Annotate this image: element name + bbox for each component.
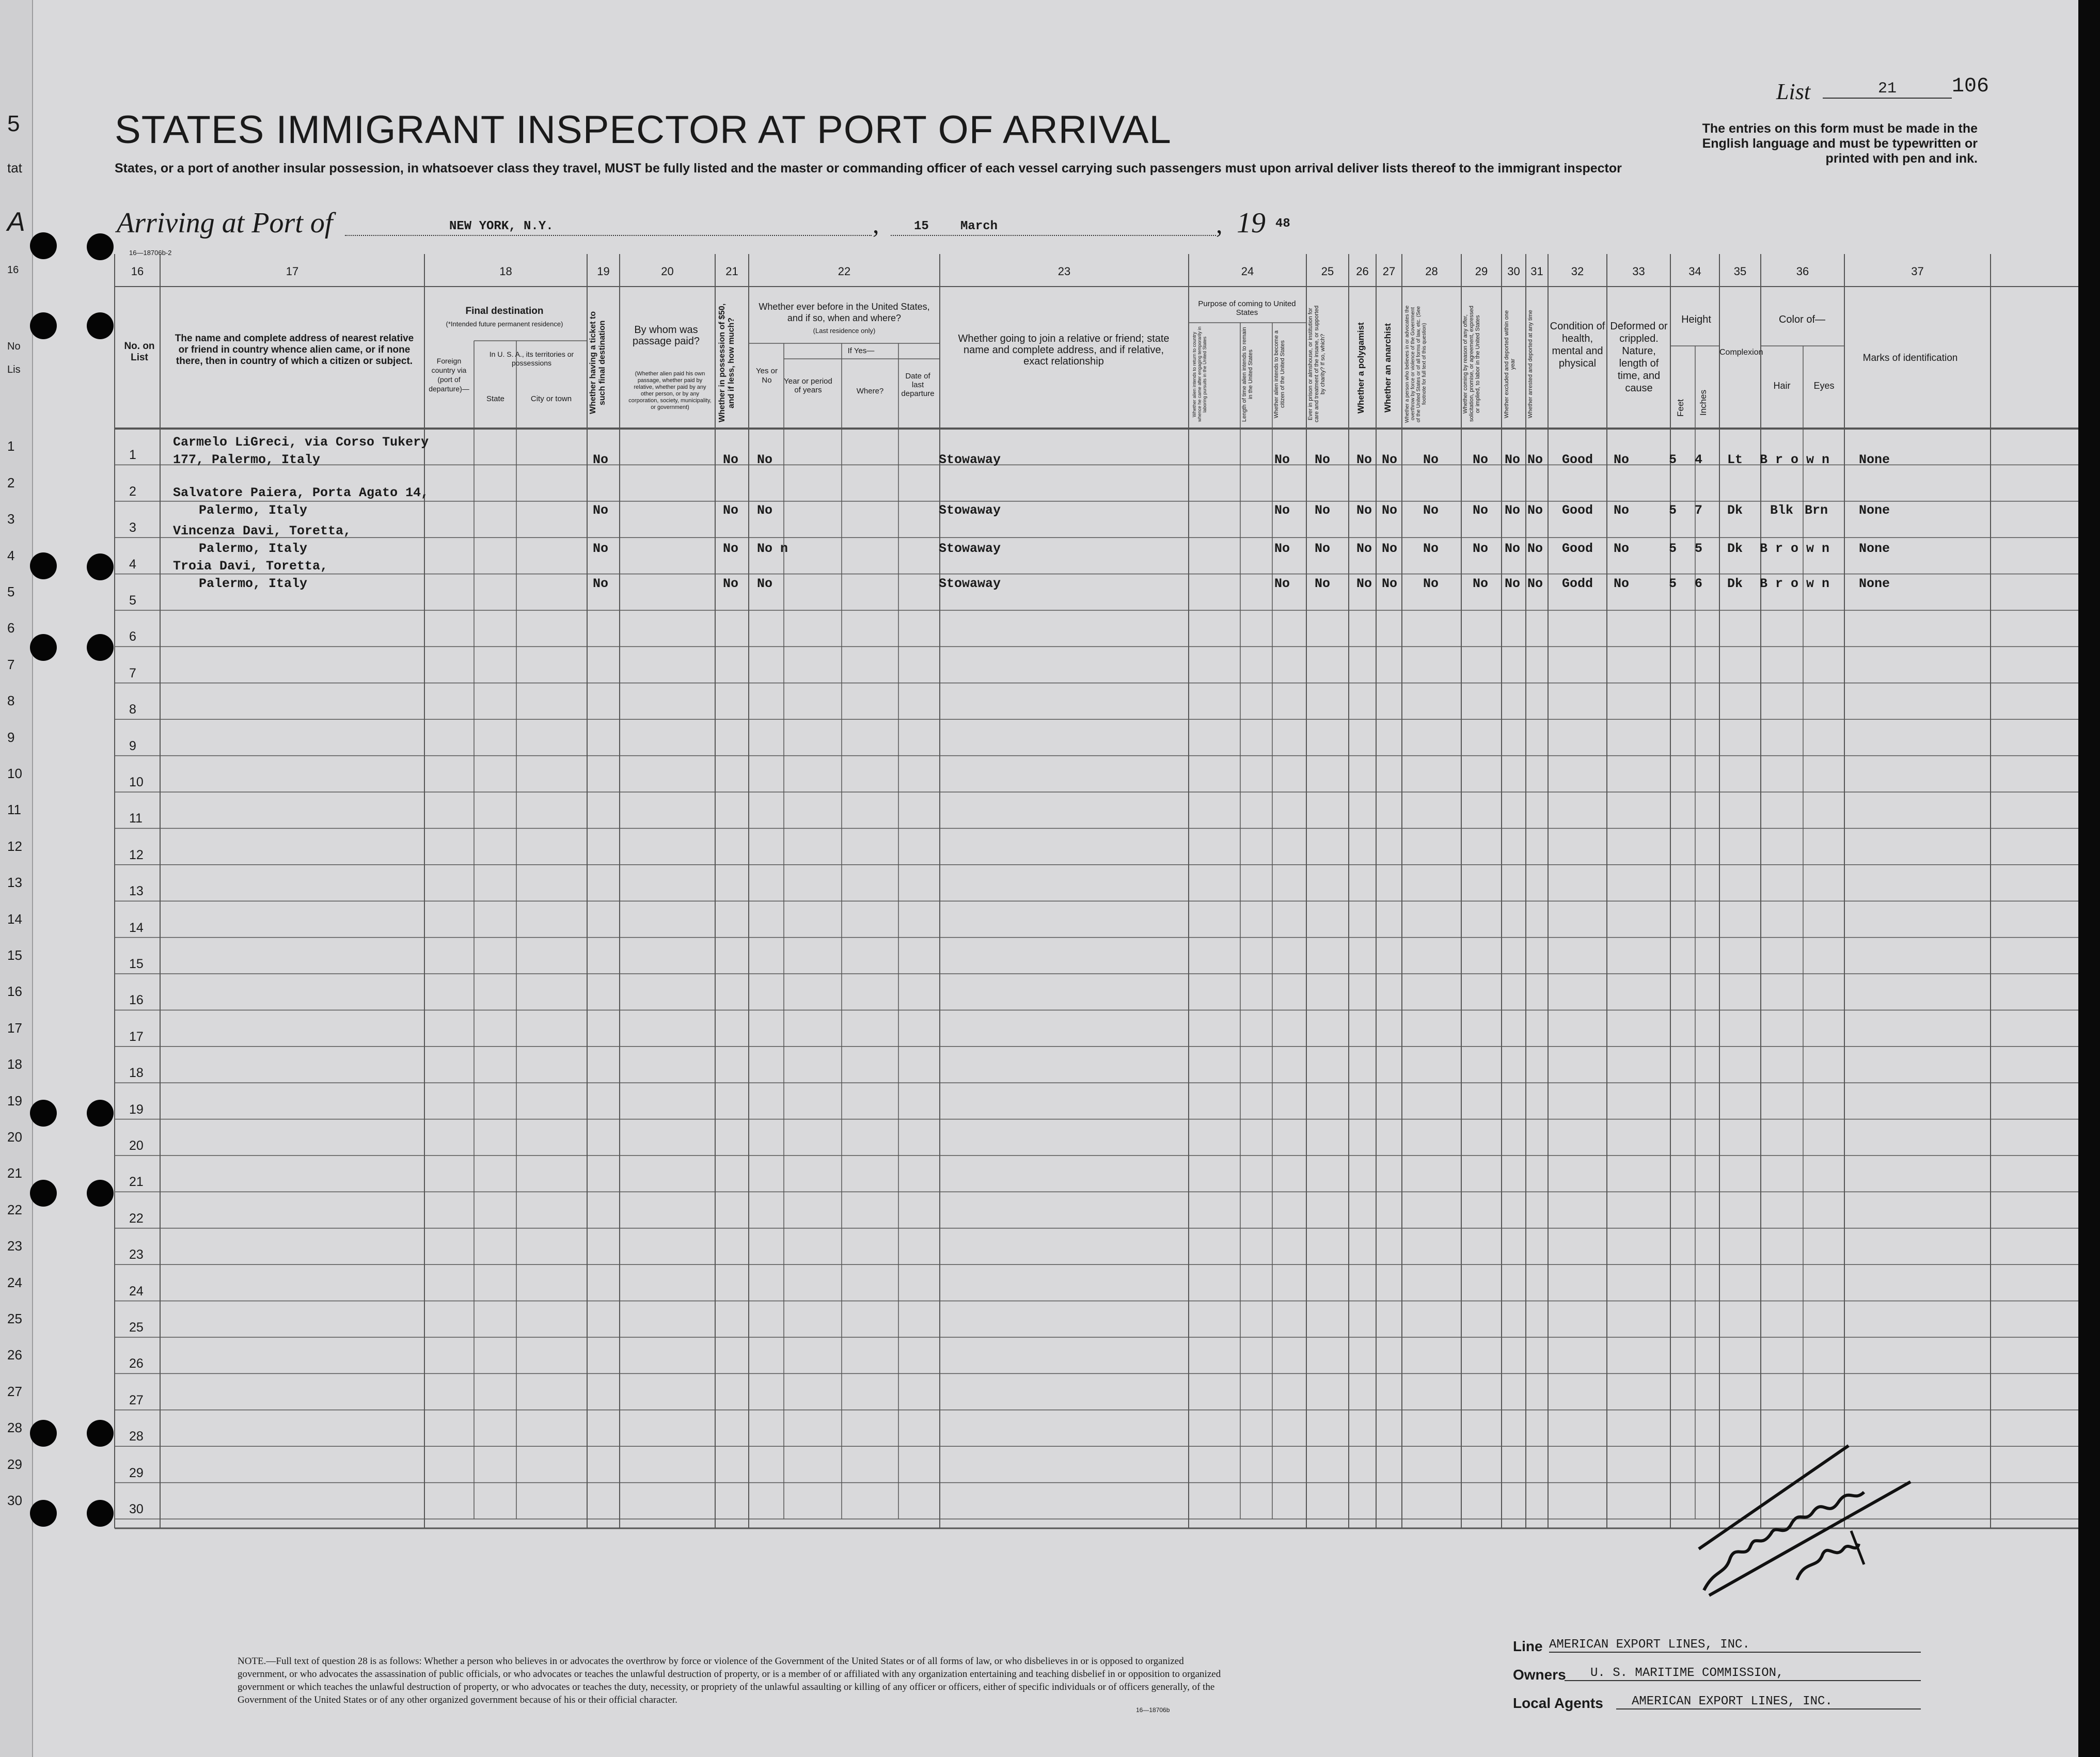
gutter-row-number: 17 — [7, 1020, 22, 1036]
header-c22-years: Year or period of years — [784, 377, 832, 394]
form-code: 16—18706b-2 — [129, 249, 172, 257]
row-number: 14 — [129, 920, 144, 935]
cell-money: No — [723, 503, 739, 518]
line-value: AMERICAN EXPORT LINES, INC. — [1549, 1638, 1921, 1653]
row-number: 3 — [129, 520, 136, 535]
column-number: 37 — [1911, 265, 1924, 278]
cell-money: No — [723, 452, 739, 467]
gutter-row-number: 4 — [7, 547, 15, 563]
column-number: 31 — [1530, 265, 1543, 278]
cell-deformed: No — [1614, 576, 1630, 591]
cell-complexion: Dk — [1727, 503, 1743, 518]
port-value: NEW YORK, N.Y. — [449, 219, 554, 233]
column-number: 20 — [661, 265, 674, 278]
gutter-row-number: 14 — [7, 911, 22, 927]
gutter-row-number: 11 — [7, 802, 21, 818]
row-number: 19 — [129, 1102, 144, 1117]
gutter-row-number: 25 — [7, 1311, 22, 1326]
row-number: 15 — [129, 957, 144, 971]
cell-marks: None — [1859, 503, 1890, 518]
gutter-row-number: 16 — [7, 984, 22, 1000]
gutter-fragment: No — [7, 341, 21, 352]
cell-c28: No — [1423, 576, 1439, 591]
cell-c24c: No — [1274, 452, 1290, 467]
row-number: 21 — [129, 1175, 144, 1190]
row-number: 10 — [129, 775, 144, 789]
cell-addr2: 177, Palermo, Italy — [173, 452, 321, 467]
row-number: 1 — [129, 448, 136, 463]
cell-ticket: No — [593, 541, 609, 556]
footnote-code: 16—18706b — [1136, 1706, 1170, 1714]
header-c18-state: State — [486, 394, 505, 403]
row-number: 20 — [129, 1138, 144, 1153]
column-number: 16 — [131, 265, 144, 278]
cell-c25: No — [1315, 541, 1331, 556]
column-number: 30 — [1507, 265, 1520, 278]
header-c31: Whether arrested and deported at any time — [1527, 310, 1534, 418]
cell-inches: 7 — [1695, 503, 1703, 518]
row-number: 5 — [129, 593, 136, 608]
gutter-fragment: Lis — [7, 364, 21, 375]
header-c21: Whether in possession of $50, and if less, how much? — [718, 303, 736, 422]
gutter-row-number: 30 — [7, 1493, 22, 1508]
gutter-row-number: 9 — [7, 729, 15, 745]
cell-c25: No — [1315, 452, 1331, 467]
column-number: 32 — [1571, 265, 1584, 278]
page-number: 106 — [1952, 75, 1990, 98]
cell-addr2: Palermo, Italy — [199, 503, 308, 518]
gutter-row-number: 19 — [7, 1093, 22, 1109]
gutter-row-number: 15 — [7, 947, 22, 963]
gutter-row-number: 2 — [7, 474, 15, 490]
row-number: 24 — [129, 1284, 144, 1299]
cell-addr2: Palermo, Italy — [199, 541, 308, 556]
gutter-fragment: 5 — [7, 111, 20, 136]
cell-c30: No — [1505, 576, 1521, 591]
header-c24-b: Length of time alien intends to remain in the United States — [1241, 327, 1254, 422]
row-number: 9 — [129, 738, 136, 753]
header-c24-c: Whether alien intends to become a citizen of the United States — [1273, 330, 1286, 418]
cell-c29: No — [1473, 576, 1489, 591]
row-number: 27 — [129, 1392, 144, 1407]
header-c18-city: City or town — [530, 394, 572, 403]
form-subtitle: States, or a port of another insular possession, in whatsoever class they travel, MUST be fully listed and the master or commanding officer of each vessel carrying such passengers must upon arrival deliver lists thereof to the immigrant inspector — [115, 161, 1622, 176]
handwritten-annotation — [1694, 1441, 1921, 1611]
header-c35: Complexion — [1719, 348, 1763, 357]
date-day: 15 — [914, 219, 929, 233]
gutter-row-number: 29 — [7, 1456, 22, 1472]
cell-complexion: Dk — [1727, 541, 1743, 556]
row-number: 23 — [129, 1247, 144, 1262]
owners-label: Owners — [1513, 1667, 1566, 1683]
date-month: March — [960, 219, 998, 233]
header-c25: Ever in prison or almshouse, or institution for care and treatment of the insane, or supported by charity? If so, which? — [1307, 305, 1326, 423]
list-label: List — [1776, 79, 1811, 104]
gutter-fragment: 16 — [7, 264, 19, 276]
cell-addr1: Salvatore Paiera, Porta Agato 14, — [173, 485, 429, 500]
header-c22-yesno: Yes or No — [756, 367, 778, 385]
column-number: 28 — [1425, 265, 1438, 278]
row-number: 7 — [129, 666, 136, 680]
header-c18-usa: In U. S. A., its territories or possessions — [489, 350, 574, 367]
row-number: 16 — [129, 993, 144, 1008]
gutter-row-number: 22 — [7, 1201, 22, 1217]
header-c37: Marks of identification — [1862, 353, 1958, 363]
row-number: 18 — [129, 1066, 144, 1081]
entries-note: The entries on this form must be made in the English language and must be typewritten or printed with pen and ink. — [1702, 121, 1978, 166]
column-number: 29 — [1475, 265, 1488, 278]
cell-join: Stowaway — [939, 452, 1001, 467]
cell-hair: B r o w n — [1760, 452, 1830, 467]
gutter-row-number: 27 — [7, 1383, 22, 1399]
cell-ticket: No — [593, 452, 609, 467]
row-number: 17 — [129, 1029, 144, 1044]
header-c36-title: Color of— — [1778, 314, 1826, 325]
cell-c31: No — [1527, 503, 1543, 518]
cell-addr1: Troia Davi, Toretta, — [173, 559, 328, 574]
column-number: 25 — [1321, 265, 1334, 278]
row-number: 30 — [129, 1502, 144, 1516]
cell-c27: No — [1382, 541, 1398, 556]
cell-c24c: No — [1274, 503, 1290, 518]
comma-glyph: , — [1216, 210, 1223, 239]
cell-c29: No — [1473, 541, 1489, 556]
cell-hair: Blk — [1770, 503, 1794, 518]
cell-marks: None — [1859, 541, 1890, 556]
row-number: 26 — [129, 1356, 144, 1371]
cell-eyes: Brn — [1805, 503, 1828, 518]
cell-inches: 6 — [1695, 576, 1703, 591]
cell-before: No — [757, 576, 773, 591]
column-number: 24 — [1241, 265, 1254, 278]
cell-c25: No — [1315, 576, 1331, 591]
column-number: 21 — [725, 265, 738, 278]
row-number: 4 — [129, 557, 136, 572]
owners-value: U. S. MARITIME COMMISSION, — [1565, 1666, 1921, 1681]
gutter-row-number: 12 — [7, 838, 22, 854]
cell-c31: No — [1527, 452, 1543, 467]
header-c34-inches: Inches — [1698, 389, 1708, 416]
cell-join: Stowaway — [939, 541, 1001, 556]
column-number: 34 — [1688, 265, 1701, 278]
cell-c27: No — [1382, 576, 1398, 591]
cell-c31: No — [1527, 541, 1543, 556]
cell-health: Good — [1562, 503, 1593, 518]
column-number: 26 — [1356, 265, 1369, 278]
cell-c30: No — [1505, 503, 1521, 518]
cell-before: No — [757, 452, 773, 467]
header-c20-note: (Whether alien paid his own passage, whether paid by relative, whether paid by any other person, or by any corporation, society, municipality, or government) — [628, 371, 712, 410]
cell-c26: No — [1356, 452, 1372, 467]
cell-health: Good — [1562, 452, 1593, 467]
header-c33: Deformed or crippled. Nature, length of time, and cause — [1610, 321, 1668, 394]
header-c36-hair: Hair — [1773, 381, 1791, 391]
gutter-row-number: 3 — [7, 511, 15, 527]
column-number: 27 — [1382, 265, 1396, 278]
gutter-row-number: 28 — [7, 1420, 22, 1436]
cell-c29: No — [1473, 503, 1489, 518]
cell-c26: No — [1356, 541, 1372, 556]
cell-c28: No — [1423, 503, 1439, 518]
gutter-row-number: 1 — [7, 438, 15, 454]
gutter-row-number: 7 — [7, 656, 15, 672]
cell-c24c: No — [1274, 576, 1290, 591]
row-number: 29 — [129, 1465, 144, 1480]
header-c18-foreign: Foreign country via (port of departure)— — [429, 357, 469, 393]
column-number: 23 — [1057, 265, 1071, 278]
gutter-fragment: tat — [7, 160, 22, 176]
cell-complexion: Lt — [1727, 452, 1743, 467]
year-prefix: 19 — [1237, 207, 1266, 239]
row-number: 12 — [129, 847, 144, 862]
row-number: 25 — [129, 1320, 144, 1335]
cell-health: Godd — [1562, 576, 1593, 591]
cell-c27: No — [1382, 452, 1398, 467]
cell-c30: No — [1505, 541, 1521, 556]
line-label: Line — [1513, 1638, 1543, 1654]
header-c20-title: By whom was passage paid? — [632, 324, 700, 347]
cell-before: No n — [757, 541, 788, 556]
header-c36-eyes: Eyes — [1813, 381, 1835, 391]
header-c26: Whether a polygamist — [1356, 322, 1366, 414]
gutter-row-number: 26 — [7, 1347, 22, 1363]
cell-c27: No — [1382, 503, 1398, 518]
column-number: 35 — [1733, 265, 1747, 278]
port-label: Arriving at Port of — [117, 207, 333, 239]
header-c34-title: Height — [1681, 314, 1711, 325]
column-number: 22 — [838, 265, 851, 278]
cell-c31: No — [1527, 576, 1543, 591]
form-title: STATES IMMIGRANT INSPECTOR AT PORT OF ARRIVAL — [115, 108, 1172, 152]
header-c34-feet: Feet — [1676, 399, 1685, 417]
cell-money: No — [723, 576, 739, 591]
header-c30: Whether excluded and deported within one year — [1504, 310, 1516, 418]
header-c28: Whether a person who believes in or advocates the overthrow by force or violence of the Government of the United States or of all forms of law, etc. (See footnote for full text of this question) — [1404, 305, 1427, 423]
cell-c28: No — [1423, 541, 1439, 556]
column-number: 33 — [1632, 265, 1645, 278]
header-c23: Whether going to join a relative or friend; state name and complete address, and if relative, exact relationship — [958, 333, 1170, 367]
cell-ticket: No — [593, 576, 609, 591]
row-number: 8 — [129, 702, 136, 717]
gutter-row-number: 18 — [7, 1056, 22, 1072]
row-number: 2 — [129, 484, 136, 499]
cell-before: No — [757, 503, 773, 518]
cell-marks: None — [1859, 576, 1890, 591]
header-c24-a: Whether alien intends to return to country whence he came after engaging temporarily in laboring pursuits in the United States — [1192, 326, 1207, 422]
header-c17: The name and complete address of nearest relative or friend in country whence alien came, or if none there, then in country of which a citizen or subject. — [175, 333, 414, 367]
row-number: 22 — [129, 1211, 144, 1226]
cell-feet: 5 — [1669, 541, 1677, 556]
cell-deformed: No — [1614, 503, 1630, 518]
gutter-fragment: A — [7, 207, 25, 237]
gutter-row-number: 5 — [7, 584, 15, 599]
cell-c26: No — [1356, 576, 1372, 591]
header-c22-ifyes: If Yes— — [847, 346, 875, 355]
cell-marks: None — [1859, 452, 1890, 467]
column-number: 17 — [286, 265, 299, 278]
row-number: 6 — [129, 629, 136, 644]
cell-inches: 5 — [1695, 541, 1703, 556]
row-number: 11 — [129, 811, 143, 826]
header-c22-where: Where? — [856, 387, 884, 395]
gutter-row-number: 24 — [7, 1274, 22, 1290]
cell-inches: 4 — [1695, 452, 1703, 467]
local-agents-label: Local Agents — [1513, 1695, 1603, 1711]
header-c27: Whether an anarchist — [1383, 323, 1393, 413]
header-c19: Whether having a ticket to such final destination — [589, 311, 607, 415]
cell-c30: No — [1505, 452, 1521, 467]
cell-feet: 5 — [1669, 576, 1677, 591]
cell-c28: No — [1423, 452, 1439, 467]
gutter-row-number: 23 — [7, 1238, 22, 1254]
column-number: 18 — [499, 265, 512, 278]
cell-deformed: No — [1614, 452, 1630, 467]
header-c16: No. on List — [124, 341, 155, 363]
cell-c29: No — [1473, 452, 1489, 467]
gutter-row-number: 6 — [7, 620, 15, 636]
header-c24-title: Purpose of coming to United States — [1198, 299, 1296, 317]
header-c18-title: Final destination — [465, 306, 544, 316]
cell-join: Stowaway — [939, 503, 1001, 518]
gutter-row-number: 10 — [7, 766, 22, 781]
header-c18-note: (*Intended future permanent residence) — [446, 320, 563, 328]
list-number: 21 — [1823, 80, 1952, 99]
cell-join: Stowaway — [939, 576, 1001, 591]
cell-hair: B r o w n — [1760, 576, 1830, 591]
gutter-row-number: 20 — [7, 1129, 22, 1145]
header-c22-date: Date of last departure — [901, 372, 935, 398]
header-c22-note: (Last residence only) — [813, 327, 876, 335]
cell-deformed: No — [1614, 541, 1630, 556]
header-c32: Condition of health, mental and physical — [1550, 321, 1605, 369]
row-number: 13 — [129, 884, 144, 899]
cell-addr1: Vincenza Davi, Toretta, — [173, 524, 352, 539]
gutter-row-number: 8 — [7, 693, 15, 709]
cell-c25: No — [1315, 503, 1331, 518]
comma-glyph: , — [873, 210, 879, 239]
gutter-row-number: 21 — [7, 1165, 22, 1181]
cell-c26: No — [1356, 503, 1372, 518]
column-number: 19 — [597, 265, 610, 278]
cell-addr2: Palermo, Italy — [199, 576, 308, 591]
header-c22-title: Whether ever before in the United States, and if so, when and where? — [759, 302, 930, 323]
cell-hair: B r o w n — [1760, 541, 1830, 556]
footnote-q28: NOTE.—Full text of question 28 is as follows: Whether a person who believes in or advocates the overthrow by force or violence of the Government of the United States or of all forms of law, or who disbelieves in or is opposed to organized government, or who advocates the assassination of public officials, or who advocates or teaches the unlawful destruction of property, or is a member of or affiliated with any organization entertaining and teaching disbelief in or opposition to organized government or which teaches the unlawful destruction of property, or who advocates or teaches the duty, necessity, or propriety of the unlawful assaulting or killing of any officer or officers, either of specific individuals or of officers generally, of the Government of the United States or of any other organized government because of his or their official character. — [238, 1656, 1221, 1705]
column-number: 36 — [1796, 265, 1809, 278]
cell-ticket: No — [593, 503, 609, 518]
cell-feet: 5 — [1669, 503, 1677, 518]
cell-addr1: Carmelo LiGreci, via Corso Tukery — [173, 435, 429, 450]
cell-feet: 5 — [1669, 452, 1677, 467]
cell-complexion: Dk — [1727, 576, 1743, 591]
cell-money: No — [723, 541, 739, 556]
gutter-row-number: 13 — [7, 875, 22, 891]
cell-health: Good — [1562, 541, 1593, 556]
cell-c24c: No — [1274, 541, 1290, 556]
header-c29: Whether coming by reason of any offer, solicitation, promise, or agreement, expressed or implied, to labor in the United States — [1462, 306, 1481, 422]
row-number: 28 — [129, 1429, 144, 1444]
year-suffix: 48 — [1275, 217, 1290, 231]
local-agents-value: AMERICAN EXPORT LINES, INC. — [1616, 1695, 1921, 1709]
